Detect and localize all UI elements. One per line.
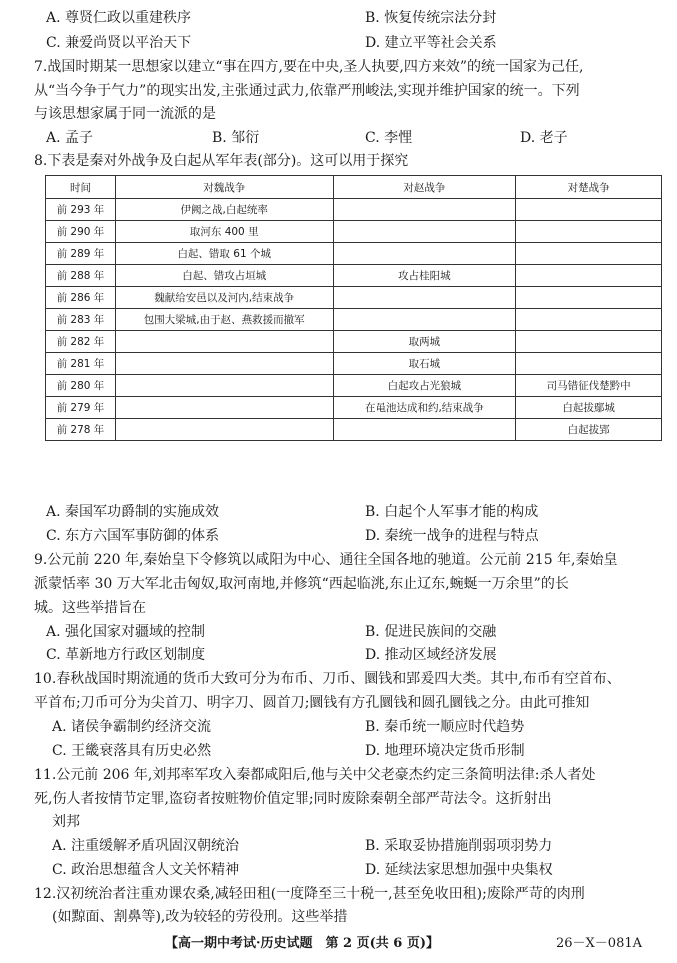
cell-wei: 伊阙之战,白起统率 xyxy=(115,199,333,221)
q10-option-b: B. 秦币统一顺应时代趋势 xyxy=(365,719,525,735)
q7-stem-line3: 与该思想家属于同一流派的是 xyxy=(34,106,216,122)
cell-wei: 魏献给安邑以及河内,结束战争 xyxy=(115,287,333,309)
q9-stem-line3: 城。这些举措旨在 xyxy=(34,600,146,616)
q7-stem-line1: 7.战国时期某一思想家以建立“事在四方,要在中央,圣人执要,四方来效”的统一国家为己任, xyxy=(34,59,584,75)
table-row xyxy=(46,397,662,419)
cell-wei: 白起、错取 61 个城 xyxy=(115,243,333,265)
cell-chu xyxy=(516,243,662,265)
q11-option-a: A. 注重缓解矛盾巩固汉朝统治 xyxy=(52,838,240,854)
cell-year: 前 282 年 xyxy=(46,331,116,353)
war-chronology-table xyxy=(45,175,662,441)
table-row xyxy=(46,419,662,441)
table-row xyxy=(46,353,662,375)
cell-year: 前 281 年 xyxy=(46,353,116,375)
q9-stem-line2: 派蒙恬率 30 万大军北击匈奴,取河南地,并修筑“西起临洮,东止辽东,蜿蜒一万余里”的长 xyxy=(34,576,569,592)
q7-stem-line2: 从“当今争于气力”的现实出发,主张通过武力,依靠严刑峻法,实现并维护国家的统一。下列 xyxy=(34,83,580,99)
cell-year: 前 280 年 xyxy=(46,375,116,397)
q10-stem-line1: 10.春秋战国时期流通的货币大致可分为布币、刀币、圜钱和郢爰四大类。其中,布币有空首布、 xyxy=(34,671,621,687)
cell-chu xyxy=(516,199,662,221)
cell-chu xyxy=(516,353,662,375)
q9-option-d: D. 推动区域经济发展 xyxy=(365,647,497,663)
cell-wei xyxy=(115,419,333,441)
cell-zhao: 取两城 xyxy=(333,331,516,353)
cell-year: 前 293 年 xyxy=(46,199,116,221)
q10-option-c: C. 王畿衰落具有历史必然 xyxy=(52,743,212,759)
cell-chu xyxy=(516,221,662,243)
q11-option-c: C. 政治思想蕴含人文关怀精神 xyxy=(52,862,240,878)
cell-year: 前 278 年 xyxy=(46,419,116,441)
cell-year: 前 286 年 xyxy=(46,287,116,309)
q9-option-b: B. 促进民族间的交融 xyxy=(365,624,497,640)
cell-year: 前 289 年 xyxy=(46,243,116,265)
header-time: 时间 xyxy=(46,176,116,199)
q8-option-b: B. 白起个人军事才能的构成 xyxy=(365,504,539,520)
q8-option-d: D. 秦统一战争的进程与特点 xyxy=(365,528,539,544)
table-row xyxy=(46,243,662,265)
q10-option-d: D. 地理环境决定货币形制 xyxy=(365,743,525,759)
footer-title: 【高一期中考试·历史试题 第 2 页(共 6 页)】 xyxy=(165,936,440,951)
q10-stem-line2: 平首布;刀币可分为尖首刀、明字刀、圆首刀;圜钱有方孔圜钱和圆孔圜钱之分。由此可推知 xyxy=(34,695,590,711)
cell-zhao xyxy=(333,287,516,309)
table-row xyxy=(46,375,662,397)
cell-wei: 包围大梁城,由于赵、燕救援而撤军 xyxy=(115,309,333,331)
q6-option-d: D. 建立平等社会关系 xyxy=(365,35,497,51)
q7-option-b: B. 邹衍 xyxy=(212,130,260,146)
cell-wei xyxy=(115,397,333,419)
cell-zhao: 在黾池达成和约,结束战争 xyxy=(333,397,516,419)
q12-stem-line2: (如黥面、割鼻等),改为较轻的劳役刑。这些举措 xyxy=(52,909,348,925)
table-row xyxy=(46,265,662,287)
header-wei-war: 对魏战争 xyxy=(115,176,333,199)
cell-wei xyxy=(115,331,333,353)
q8-option-a: A. 秦国军功爵制的实施成效 xyxy=(46,504,220,520)
table-row xyxy=(46,331,662,353)
table-row xyxy=(46,221,662,243)
cell-wei: 取河东 400 里 xyxy=(115,221,333,243)
footer-code: 26－X－081A xyxy=(556,936,642,951)
cell-zhao: 攻占桂阳城 xyxy=(333,265,516,287)
table-header-row xyxy=(46,176,662,199)
q11-option-b: B. 采取妥协措施削弱项羽势力 xyxy=(365,838,553,854)
q9-stem-line1: 9.公元前 220 年,秦始皇下令修筑以咸阳为中心、通往全国各地的驰道。公元前 215 年,秦始皇 xyxy=(34,552,618,568)
cell-chu xyxy=(516,309,662,331)
q11-stem-line3: 刘邦 xyxy=(52,814,80,830)
cell-zhao xyxy=(333,309,516,331)
cell-chu xyxy=(516,265,662,287)
q9-option-a: A. 强化国家对疆域的控制 xyxy=(46,624,206,640)
table-row xyxy=(46,309,662,331)
q12-stem-line1: 12.汉初统治者注重劝课农桑,减轻田租(一度降至三十税一,甚至免收田租);废除严苛的肉刑 xyxy=(34,886,585,902)
cell-chu: 司马错征伐楚黔中 xyxy=(516,375,662,397)
q6-option-a: A. 尊贤仁政以重建秩序 xyxy=(46,10,192,26)
cell-year: 前 283 年 xyxy=(46,309,116,331)
q7-option-d: D. 老子 xyxy=(520,130,568,146)
cell-year: 前 288 年 xyxy=(46,265,116,287)
q8-stem: 8.下表是秦对外战争及白起从军年表(部分)。这可以用于探究 xyxy=(34,153,409,169)
header-zhao-war: 对赵战争 xyxy=(333,176,516,199)
cell-wei xyxy=(115,375,333,397)
cell-zhao xyxy=(333,419,516,441)
cell-year: 前 279 年 xyxy=(46,397,116,419)
cell-wei xyxy=(115,353,333,375)
q7-option-a: A. 孟子 xyxy=(46,130,94,146)
cell-chu xyxy=(516,287,662,309)
q11-stem-line2: 死,伤人者按情节定罪,盗窃者按赃物价值定罪;同时废除秦朝全部严苛法令。这折射出 xyxy=(34,791,552,807)
cell-zhao: 白起攻占光狼城 xyxy=(333,375,516,397)
table-row xyxy=(46,287,662,309)
cell-chu xyxy=(516,331,662,353)
cell-chu: 白起拔鄢城 xyxy=(516,397,662,419)
q10-option-a: A. 诸侯争霸制约经济交流 xyxy=(52,719,212,735)
cell-zhao: 取石城 xyxy=(333,353,516,375)
cell-zhao xyxy=(333,243,516,265)
q6-option-b: B. 恢复传统宗法分封 xyxy=(365,10,497,26)
q7-option-c: C. 李悝 xyxy=(365,130,413,146)
q8-option-c: C. 东方六国军事防御的体系 xyxy=(46,528,220,544)
header-chu-war: 对楚战争 xyxy=(516,176,662,199)
cell-wei: 白起、错攻占垣城 xyxy=(115,265,333,287)
cell-year: 前 290 年 xyxy=(46,221,116,243)
cell-zhao xyxy=(333,221,516,243)
cell-zhao xyxy=(333,199,516,221)
q9-option-c: C. 革新地方行政区划制度 xyxy=(46,647,206,663)
table-row xyxy=(46,199,662,221)
cell-chu: 白起拔郢 xyxy=(516,419,662,441)
q6-option-c: C. 兼爱尚贤以平治天下 xyxy=(46,35,192,51)
q11-stem-line1: 11.公元前 206 年,刘邦率军攻入秦都咸阳后,他与关中父老豪杰约定三条简明法律:杀人者处 xyxy=(34,767,596,783)
q11-option-d: D. 延续法家思想加强中央集权 xyxy=(365,862,553,878)
